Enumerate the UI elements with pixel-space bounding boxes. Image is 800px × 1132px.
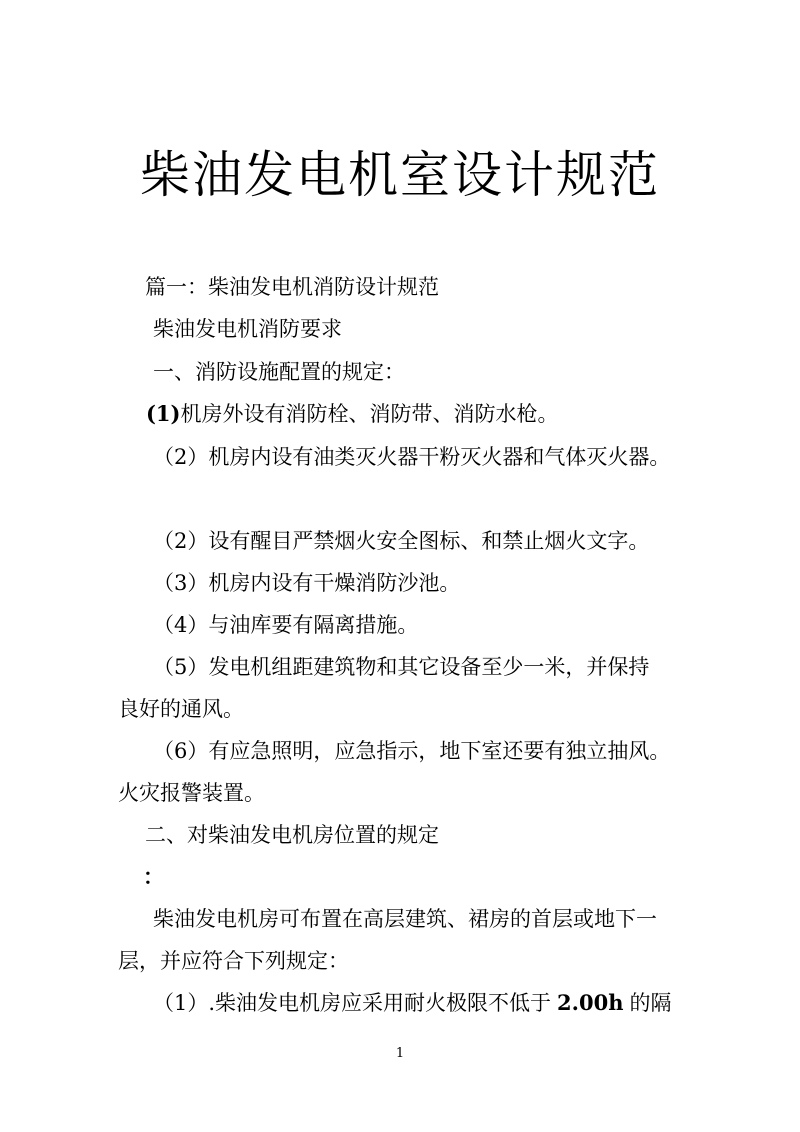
paragraph-item-5: （5）发电机组距建筑物和其它设备至少一米，并保持 xyxy=(153,655,650,679)
paragraph-item-3: （3）机房内设有干燥消防沙池。 xyxy=(153,571,461,595)
document-title: 柴油发电机室设计规范 xyxy=(140,146,660,204)
paragraph-item-4: （4）与油库要有隔离措施。 xyxy=(153,613,419,637)
heading-fire-facility-rules: 一、消防设施配置的规定： xyxy=(153,360,405,384)
item-number: (1) xyxy=(146,401,181,426)
paragraph-item-2b: （2）设有醒目严禁烟火安全图标、和禁止烟火文字。 xyxy=(153,529,650,553)
paragraph-item-6-continued: 火灾报警装置。 xyxy=(118,781,265,805)
paragraph-location: 柴油发电机房可布置在高层建筑、裙房的首层或地下一 xyxy=(153,907,657,931)
paragraph-item-6: （6）有应急照明，应急指示，地下室还要有独立抽风。 xyxy=(153,739,671,763)
page-number: 1 xyxy=(395,1046,405,1061)
paragraph-location-continued: 层，并应符合下列规定： xyxy=(118,949,349,973)
fire-rating-value: 2.00h xyxy=(557,990,624,1015)
subheading-fire-requirements: 柴油发电机消防要求 xyxy=(153,317,342,341)
item-text: 机房外设有消防栓、消防带、消防水枪。 xyxy=(180,402,559,426)
paragraph-item-1 xyxy=(0,399,800,429)
item-text-end: 的隔 xyxy=(629,991,672,1015)
paragraph-location-item-1 xyxy=(0,988,800,1018)
paragraph-item-5-continued: 良好的通风。 xyxy=(118,697,244,721)
colon-line: ： xyxy=(143,864,164,889)
heading-location-rules: 二、对柴油发电机房位置的规定 xyxy=(145,823,439,847)
item-text-start: （1）.柴油发电机房应采用耐火极限不低于 xyxy=(153,991,552,1015)
paragraph-item-2a: （2）机房内设有油类灭火器干粉灭火器和气体灭火器。 xyxy=(153,445,671,469)
section-heading-part1: 篇一：柴油发电机消防设计规范 xyxy=(145,275,439,299)
